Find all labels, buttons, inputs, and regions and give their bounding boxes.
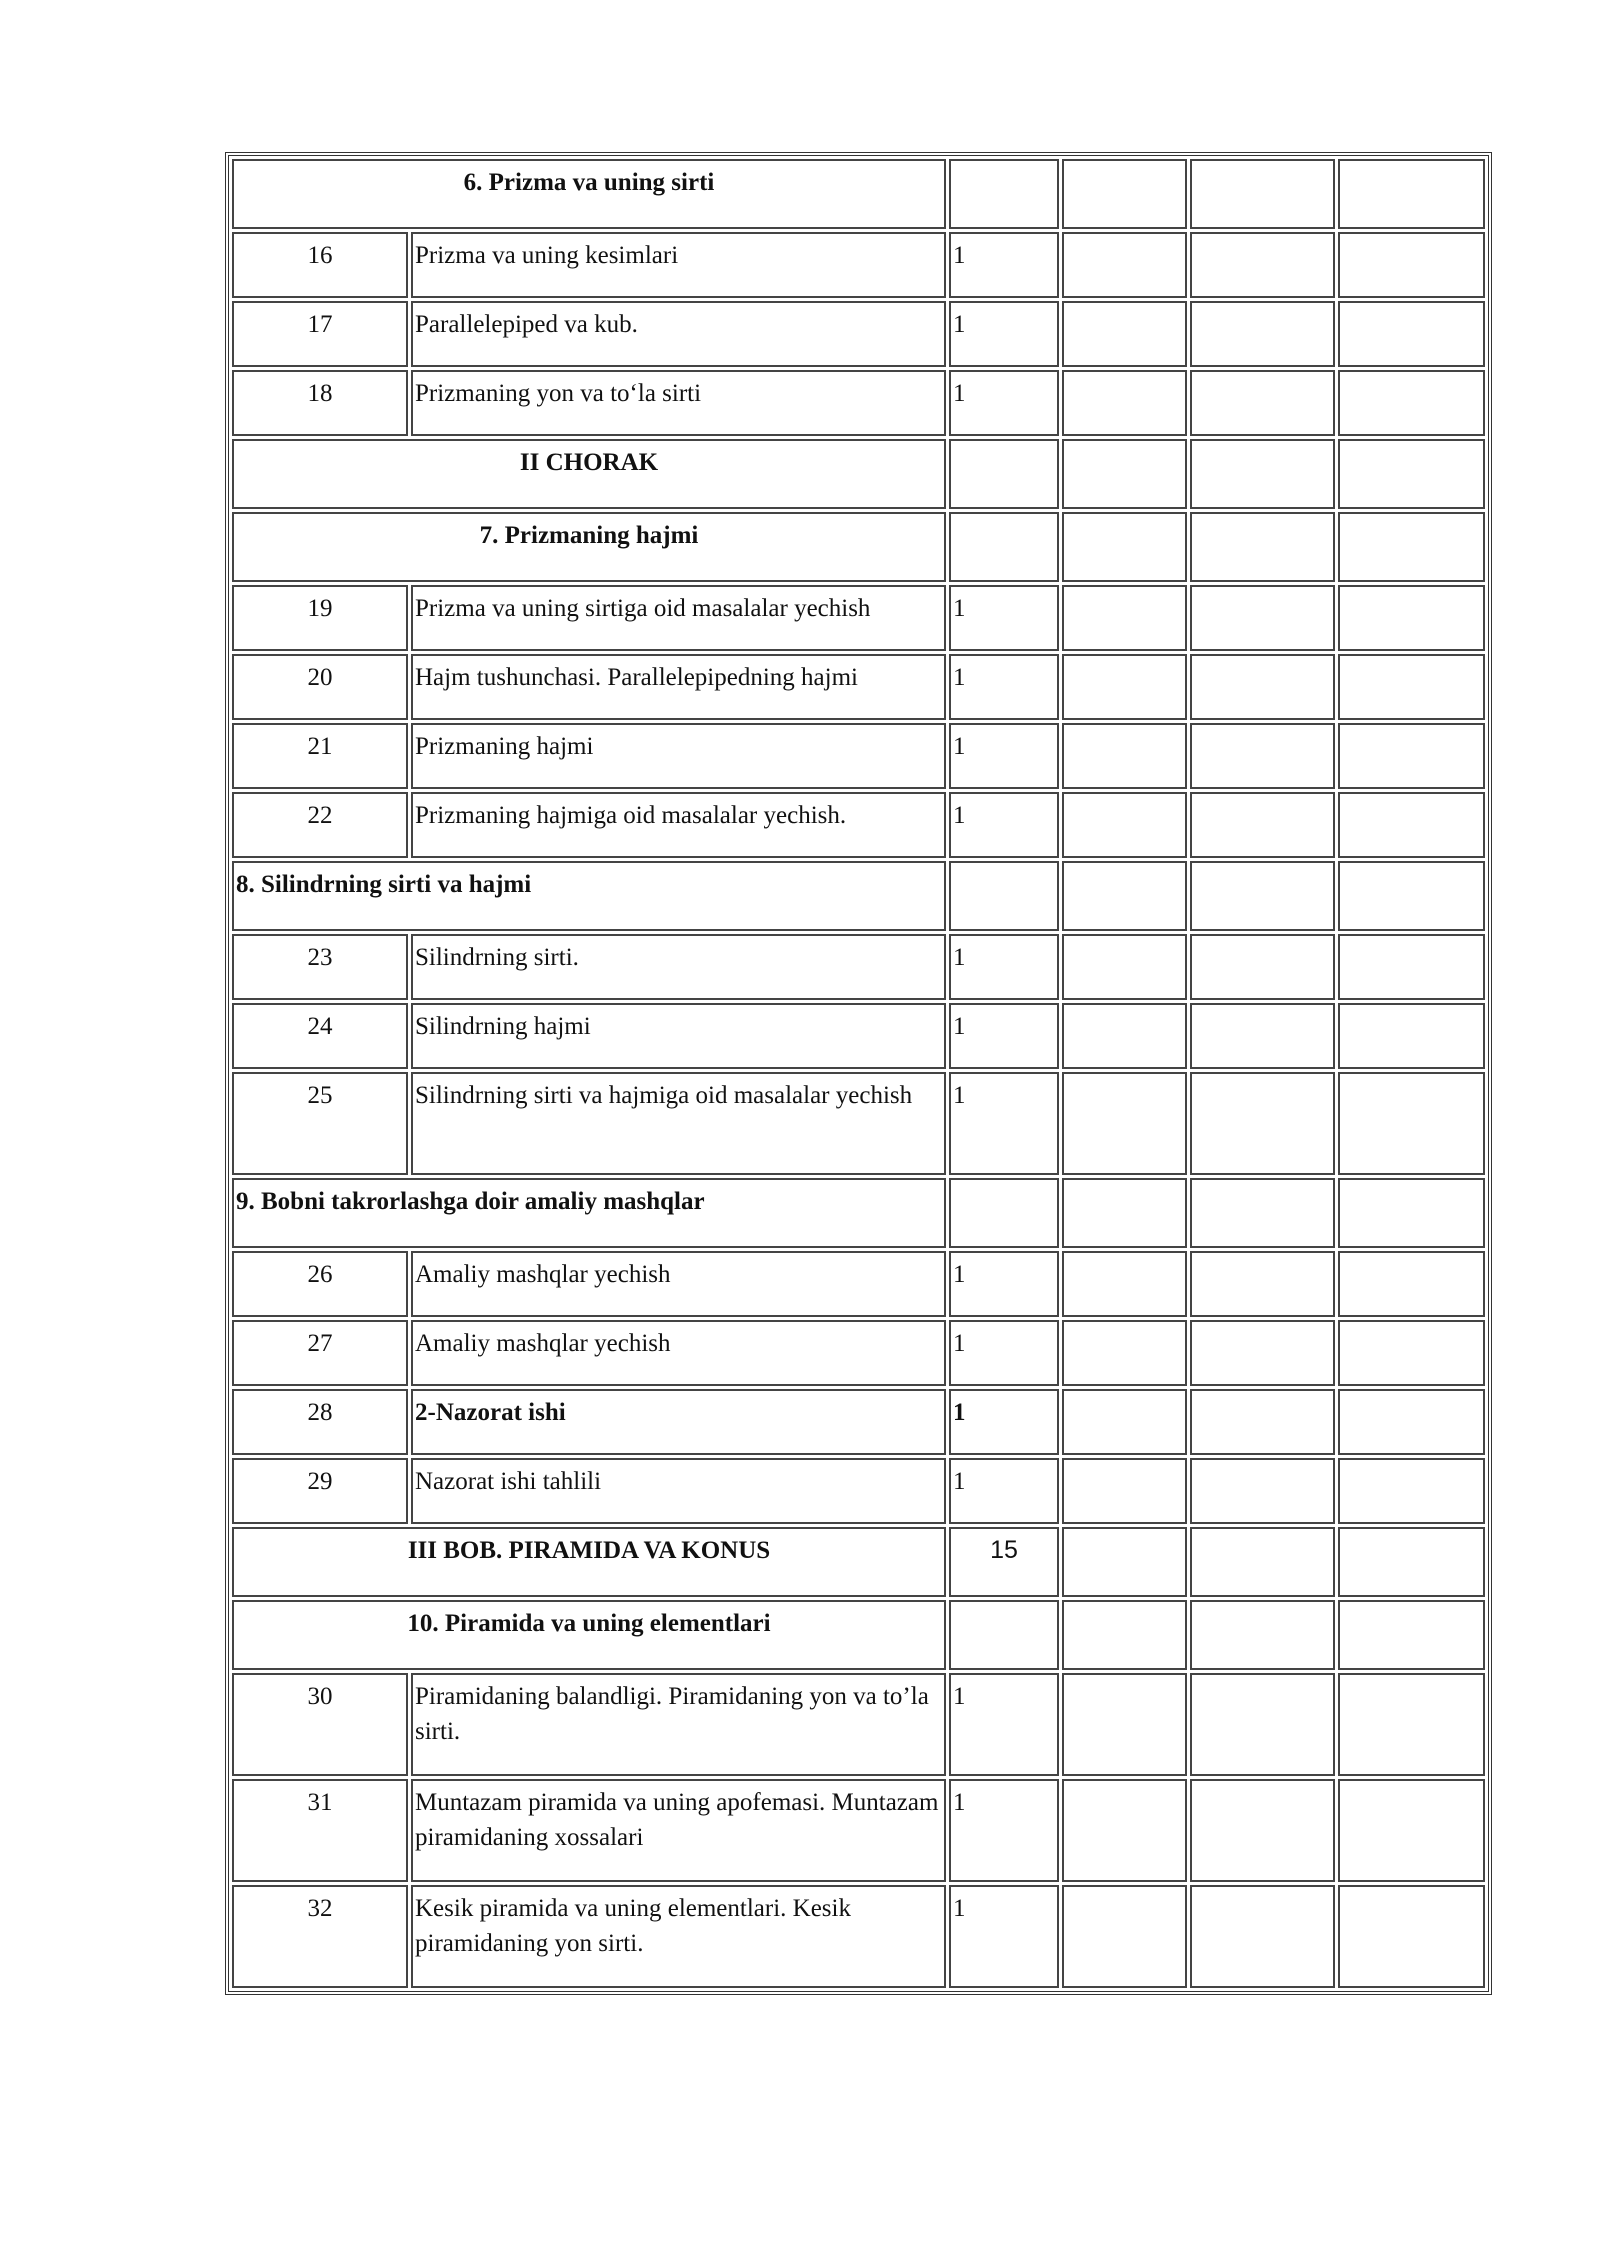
- date-cell: [1190, 1600, 1335, 1670]
- note-cell: [1338, 370, 1485, 436]
- date-cell: [1062, 723, 1187, 789]
- lesson-topic: Muntazam piramida va uning apofemasi. Muntazam piramidaning xossalari: [411, 1779, 946, 1882]
- date-cell: [1062, 301, 1187, 367]
- date-cell: [1190, 1003, 1335, 1069]
- lesson-topic: Kesik piramida va uning elementlari. Kesik piramidaning yon sirti.: [411, 1885, 946, 1988]
- hours-cell: 15: [949, 1527, 1059, 1597]
- lesson-number: 26: [232, 1251, 408, 1317]
- section-title: 7. Prizmaning hajmi: [232, 512, 946, 582]
- hours-cell: 1: [949, 301, 1059, 367]
- date-cell: [1062, 861, 1187, 931]
- hours-cell: 1: [949, 792, 1059, 858]
- date-cell: [1190, 1673, 1335, 1776]
- lesson-topic: Amaliy mashqlar yechish: [411, 1251, 946, 1317]
- date-cell: [1190, 1458, 1335, 1524]
- table-row: [232, 1320, 1485, 1386]
- section-row: [232, 1527, 1485, 1597]
- hours-cell: 1: [949, 723, 1059, 789]
- date-cell: [1062, 1600, 1187, 1670]
- date-cell: [1190, 1527, 1335, 1597]
- date-cell: [1190, 1320, 1335, 1386]
- hours-cell: 1: [949, 1320, 1059, 1386]
- section-row: [232, 159, 1485, 229]
- note-cell: [1338, 723, 1485, 789]
- lesson-number: 31: [232, 1779, 408, 1882]
- note-cell: [1338, 439, 1485, 509]
- date-cell: [1062, 654, 1187, 720]
- lesson-number: 19: [232, 585, 408, 651]
- date-cell: [1190, 232, 1335, 298]
- hours-cell: 1: [949, 585, 1059, 651]
- lesson-topic: Nazorat ishi tahlili: [411, 1458, 946, 1524]
- section-row: [232, 1178, 1485, 1248]
- date-cell: [1190, 370, 1335, 436]
- date-cell: [1062, 1003, 1187, 1069]
- hours-cell: 1: [949, 1673, 1059, 1776]
- section-title: 9. Bobni takrorlashga doir amaliy mashqlar: [232, 1178, 946, 1248]
- lesson-plan-table: [225, 152, 1492, 1995]
- lesson-topic: Hajm tushunchasi. Parallelepipedning hajmi: [411, 654, 946, 720]
- lesson-number: 27: [232, 1320, 408, 1386]
- lesson-topic: Silindrning hajmi: [411, 1003, 946, 1069]
- date-cell: [1190, 512, 1335, 582]
- note-cell: [1338, 1072, 1485, 1175]
- note-cell: [1338, 934, 1485, 1000]
- date-cell: [1190, 1389, 1335, 1455]
- hours-cell: 1: [949, 934, 1059, 1000]
- hours-cell: 1: [949, 232, 1059, 298]
- hours-cell: 1: [949, 1251, 1059, 1317]
- section-title: 8. Silindrning sirti va hajmi: [232, 861, 946, 931]
- note-cell: [1338, 1600, 1485, 1670]
- date-cell: [1062, 1178, 1187, 1248]
- lesson-topic: Prizmaning hajmiga oid masalalar yechish.: [411, 792, 946, 858]
- table-row: [232, 1389, 1485, 1455]
- hours-cell: 1: [949, 1885, 1059, 1988]
- note-cell: [1338, 1779, 1485, 1882]
- lesson-topic: Silindrning sirti.: [411, 934, 946, 1000]
- date-cell: [1062, 1458, 1187, 1524]
- date-cell: [1190, 1779, 1335, 1882]
- lesson-topic: Prizma va uning kesimlari: [411, 232, 946, 298]
- date-cell: [1190, 723, 1335, 789]
- note-cell: [1338, 1320, 1485, 1386]
- lesson-topic: Silindrning sirti va hajmiga oid masalalar yechish: [411, 1072, 946, 1175]
- hours-cell: [949, 159, 1059, 229]
- date-cell: [1190, 792, 1335, 858]
- note-cell: [1338, 1389, 1485, 1455]
- date-cell: [1062, 792, 1187, 858]
- hours-cell: 1: [949, 1389, 1059, 1455]
- lesson-topic: Parallelepiped va kub.: [411, 301, 946, 367]
- date-cell: [1062, 934, 1187, 1000]
- hours-cell: 1: [949, 1458, 1059, 1524]
- date-cell: [1062, 1527, 1187, 1597]
- table-row: [232, 1003, 1485, 1069]
- note-cell: [1338, 1178, 1485, 1248]
- hours-cell: 1: [949, 1779, 1059, 1882]
- lesson-number: 32: [232, 1885, 408, 1988]
- note-cell: [1338, 301, 1485, 367]
- section-row: [232, 1600, 1485, 1670]
- hours-cell: 1: [949, 1003, 1059, 1069]
- note-cell: [1338, 792, 1485, 858]
- date-cell: [1190, 301, 1335, 367]
- section-row: [232, 439, 1485, 509]
- lesson-number: 24: [232, 1003, 408, 1069]
- date-cell: [1190, 861, 1335, 931]
- note-cell: [1338, 1673, 1485, 1776]
- lesson-number: 29: [232, 1458, 408, 1524]
- lesson-number: 16: [232, 232, 408, 298]
- table-row: [232, 1072, 1485, 1175]
- note-cell: [1338, 159, 1485, 229]
- table-row: [232, 370, 1485, 436]
- table-row: [232, 1779, 1485, 1882]
- note-cell: [1338, 1527, 1485, 1597]
- date-cell: [1190, 1072, 1335, 1175]
- date-cell: [1190, 654, 1335, 720]
- table-row: [232, 1458, 1485, 1524]
- hours-cell: 1: [949, 370, 1059, 436]
- date-cell: [1062, 1389, 1187, 1455]
- date-cell: [1190, 1885, 1335, 1988]
- note-cell: [1338, 1003, 1485, 1069]
- note-cell: [1338, 1458, 1485, 1524]
- lesson-number: 17: [232, 301, 408, 367]
- note-cell: [1338, 1251, 1485, 1317]
- hours-cell: [949, 861, 1059, 931]
- table-row: [232, 934, 1485, 1000]
- date-cell: [1062, 1673, 1187, 1776]
- lesson-topic: 2-Nazorat ishi: [411, 1389, 946, 1455]
- note-cell: [1338, 861, 1485, 931]
- lesson-number: 28: [232, 1389, 408, 1455]
- lesson-topic: Amaliy mashqlar yechish: [411, 1320, 946, 1386]
- lesson-number: 30: [232, 1673, 408, 1776]
- hours-cell: [949, 1178, 1059, 1248]
- hours-cell: [949, 512, 1059, 582]
- hours-cell: [949, 439, 1059, 509]
- hours-cell: 1: [949, 1072, 1059, 1175]
- date-cell: [1190, 934, 1335, 1000]
- date-cell: [1062, 1885, 1187, 1988]
- hours-cell: 1: [949, 654, 1059, 720]
- section-row: [232, 861, 1485, 931]
- date-cell: [1190, 1178, 1335, 1248]
- table-row: [232, 792, 1485, 858]
- lesson-number: 25: [232, 1072, 408, 1175]
- note-cell: [1338, 585, 1485, 651]
- lesson-number: 18: [232, 370, 408, 436]
- date-cell: [1062, 1072, 1187, 1175]
- date-cell: [1190, 159, 1335, 229]
- table-row: [232, 1251, 1485, 1317]
- note-cell: [1338, 654, 1485, 720]
- table-row: [232, 723, 1485, 789]
- table-row: [232, 232, 1485, 298]
- table-row: [232, 585, 1485, 651]
- note-cell: [1338, 512, 1485, 582]
- section-title: II CHORAK: [232, 439, 946, 509]
- lesson-topic: Prizmaning hajmi: [411, 723, 946, 789]
- table-row: [232, 654, 1485, 720]
- date-cell: [1062, 585, 1187, 651]
- date-cell: [1062, 370, 1187, 436]
- date-cell: [1190, 439, 1335, 509]
- date-cell: [1062, 1779, 1187, 1882]
- date-cell: [1062, 512, 1187, 582]
- hours-cell: [949, 1600, 1059, 1670]
- lesson-topic: Piramidaning balandligi. Piramidaning yon va to’la sirti.: [411, 1673, 946, 1776]
- lesson-number: 21: [232, 723, 408, 789]
- section-row: [232, 512, 1485, 582]
- lesson-number: 23: [232, 934, 408, 1000]
- section-title: 6. Prizma va uning sirti: [232, 159, 946, 229]
- lesson-topic: Prizma va uning sirtiga oid masalalar yechish: [411, 585, 946, 651]
- date-cell: [1190, 1251, 1335, 1317]
- date-cell: [1062, 159, 1187, 229]
- table-row: [232, 1673, 1485, 1776]
- table-row: [232, 1885, 1485, 1988]
- note-cell: [1338, 1885, 1485, 1988]
- lesson-number: 22: [232, 792, 408, 858]
- date-cell: [1190, 585, 1335, 651]
- date-cell: [1062, 1320, 1187, 1386]
- table-body: [232, 159, 1485, 1988]
- table-row: [232, 301, 1485, 367]
- date-cell: [1062, 1251, 1187, 1317]
- lesson-number: 20: [232, 654, 408, 720]
- lesson-topic: Prizmaning yon va to‘la sirti: [411, 370, 946, 436]
- section-title: 10. Piramida va uning elementlari: [232, 1600, 946, 1670]
- date-cell: [1062, 439, 1187, 509]
- section-title: III BOB. PIRAMIDA VA KONUS: [232, 1527, 946, 1597]
- note-cell: [1338, 232, 1485, 298]
- date-cell: [1062, 232, 1187, 298]
